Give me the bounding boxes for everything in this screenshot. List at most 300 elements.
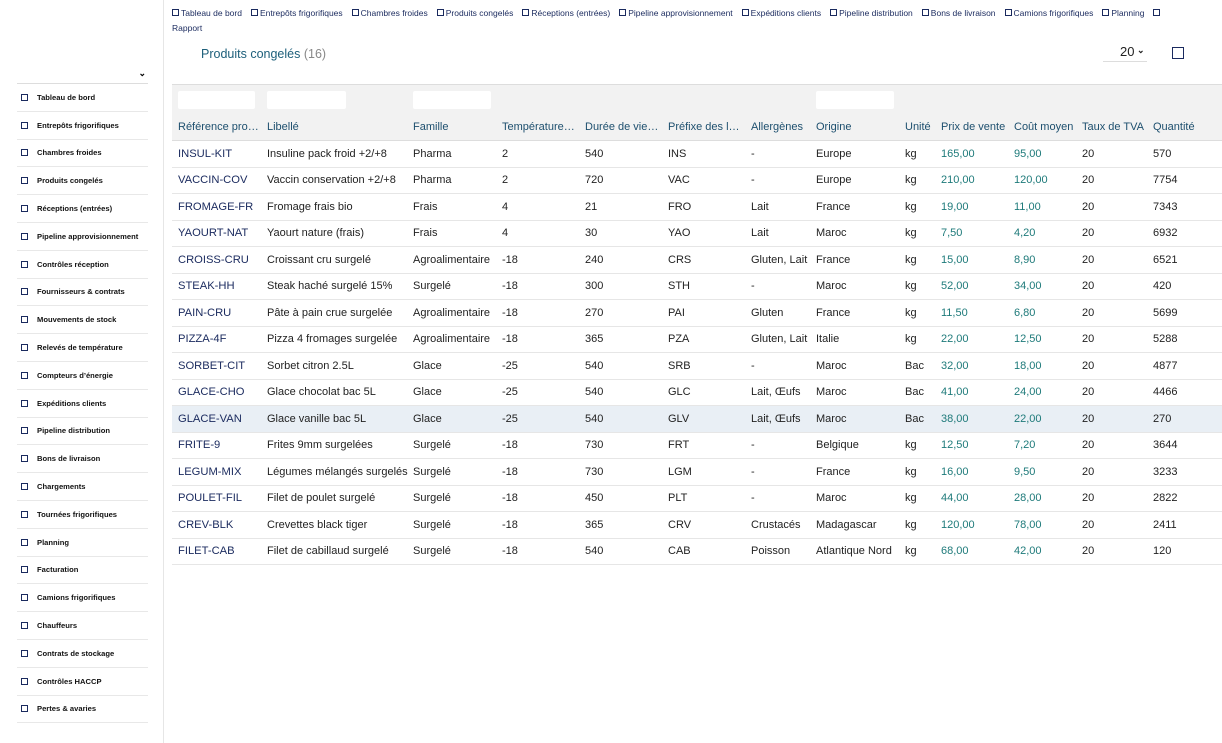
- reference-link[interactable]: PAIN-CRU: [172, 300, 261, 327]
- table-cell: GLV: [662, 406, 745, 433]
- sidebar-item-18[interactable]: [17, 584, 148, 612]
- table-cell: VAC: [662, 167, 745, 194]
- table-cell: kg: [899, 485, 935, 512]
- table-cell: 730: [579, 432, 662, 459]
- table-cell: Lait: [745, 194, 810, 221]
- table-cell: PAI: [662, 300, 745, 327]
- table-cell: France: [810, 300, 899, 327]
- topnav-item-12[interactable]: [172, 21, 202, 36]
- table-cell: Surgelé: [407, 512, 496, 539]
- table-cell: 19,00: [935, 194, 1008, 221]
- table-cell: 120,00: [1008, 167, 1076, 194]
- page-title: [201, 47, 326, 61]
- topnav-item-7[interactable]: [830, 6, 913, 21]
- table-cell: 7343: [1147, 194, 1222, 221]
- column-header[interactable]: Référence pro…: [172, 114, 261, 141]
- table-cell: kg: [899, 538, 935, 565]
- table-cell: 9,50: [1008, 459, 1076, 486]
- sidebar-item-label: Facturation: [37, 565, 79, 575]
- sidebar-item-label: Pertes & avaries: [37, 704, 97, 714]
- table-cell: Yaourt nature (frais): [261, 220, 407, 247]
- table-cell: -18: [496, 538, 579, 565]
- sidebar-item-label: Expéditions clients: [37, 398, 107, 408]
- table-cell: kg: [899, 220, 935, 247]
- table-cell: Gluten: [745, 300, 810, 327]
- reference-link[interactable]: SORBET-CIT: [172, 353, 261, 380]
- table-cell: -18: [496, 512, 579, 539]
- table-cell: 540: [579, 141, 662, 168]
- sidebar-item-2[interactable]: [17, 140, 148, 168]
- sidebar-item-label: Compteurs d’énergie: [37, 370, 113, 380]
- sidebar-item-label: Chambres froides: [37, 148, 102, 158]
- table-cell: 20: [1076, 220, 1147, 247]
- sidebar-item-3[interactable]: [17, 167, 148, 195]
- reference-link[interactable]: LEGUM-MIX: [172, 459, 261, 486]
- topnav-item-label: Planning: [1111, 8, 1145, 18]
- table-cell: 365: [579, 512, 662, 539]
- filter-cell: [407, 85, 496, 115]
- sidebar-item-label: Camions frigorifiques: [37, 593, 116, 603]
- sidebar-item-label: Fournisseurs & contrats: [37, 287, 125, 297]
- column-filter-input[interactable]: [816, 91, 894, 109]
- topnav-item-5[interactable]: [619, 6, 732, 21]
- table-cell: 4: [496, 194, 579, 221]
- table-cell: CAB: [662, 538, 745, 565]
- table-cell: PZA: [662, 326, 745, 353]
- sidebar-item-label: Contrats de stockage: [37, 648, 115, 658]
- sidebar-item-label: Tableau de bord: [37, 92, 96, 102]
- topnav-item-label: Produits congelés: [445, 8, 514, 18]
- filter-cell: [261, 85, 407, 115]
- table-row[interactable]: [172, 512, 1222, 539]
- sidebar-item-label: Contrôles HACCP: [37, 676, 102, 686]
- table-cell: Fromage frais bio: [261, 194, 407, 221]
- table-cell: Crevettes black tiger: [261, 512, 407, 539]
- table-cell: Frites 9mm surgelées: [261, 432, 407, 459]
- table-cell: Légumes mélangés surgelés: [261, 459, 407, 486]
- table-row[interactable]: [172, 432, 1222, 459]
- sidebar-item-label: Produits congelés: [37, 176, 103, 186]
- table-cell: 18,00: [1008, 353, 1076, 380]
- table-cell: 20: [1076, 326, 1147, 353]
- sidebar-item-5[interactable]: [17, 223, 148, 251]
- table-cell: Surgelé: [407, 459, 496, 486]
- table-cell: 7,50: [935, 220, 1008, 247]
- table-cell: 570: [1147, 141, 1222, 168]
- column-header[interactable]: Quantité: [1147, 114, 1222, 141]
- table-cell: 20: [1076, 273, 1147, 300]
- table-cell: 20: [1076, 379, 1147, 406]
- reference-link[interactable]: VACCIN-COV: [172, 167, 261, 194]
- table-cell: 95,00: [1008, 141, 1076, 168]
- column-header[interactable]: Libellé: [261, 114, 407, 141]
- sidebar-item-20[interactable]: [17, 640, 148, 668]
- table-row[interactable]: [172, 247, 1222, 274]
- table-cell: Insuline pack froid +2/+8: [261, 141, 407, 168]
- checkbox-icon: [922, 9, 929, 16]
- topnav-item-1[interactable]: [251, 6, 343, 21]
- sidebar-item-16[interactable]: [17, 529, 148, 557]
- topnav-item-0[interactable]: [172, 6, 242, 21]
- table-cell: Maroc: [810, 353, 899, 380]
- sidebar: [17, 66, 148, 743]
- table-cell: Sorbet citron 2.5L: [261, 353, 407, 380]
- checkbox-icon: [21, 372, 28, 379]
- table-cell: Europe: [810, 141, 899, 168]
- table-cell: 2411: [1147, 512, 1222, 539]
- table-cell: 12,50: [935, 432, 1008, 459]
- column-header[interactable]: Origine: [810, 114, 899, 141]
- table-cell: 6932: [1147, 220, 1222, 247]
- checkbox-icon: [352, 9, 359, 16]
- table-cell: Poisson: [745, 538, 810, 565]
- topnav-item-4[interactable]: [522, 6, 610, 21]
- table-row[interactable]: [172, 538, 1222, 565]
- table-cell: Atlantique Nord: [810, 538, 899, 565]
- table-cell: CRS: [662, 247, 745, 274]
- filter-cell: [1076, 85, 1147, 115]
- table-cell: Agroalimentaire: [407, 247, 496, 274]
- column-header[interactable]: Famille: [407, 114, 496, 141]
- filter-cell: [662, 85, 745, 115]
- table-cell: Maroc: [810, 220, 899, 247]
- filter-cell: [1147, 85, 1222, 115]
- topnav-item-label: Pipeline distribution: [839, 8, 913, 18]
- table-cell: Pâte à pain crue surgelée: [261, 300, 407, 327]
- sidebar-item-11[interactable]: [17, 390, 148, 418]
- sidebar-item-15[interactable]: [17, 501, 148, 529]
- table-cell: 44,00: [935, 485, 1008, 512]
- table-cell: kg: [899, 167, 935, 194]
- table-cell: Vaccin conservation +2/+8: [261, 167, 407, 194]
- table-cell: 4,20: [1008, 220, 1076, 247]
- table-cell: SRB: [662, 353, 745, 380]
- sidebar-item-14[interactable]: [17, 473, 148, 501]
- table-row[interactable]: [172, 194, 1222, 221]
- table-row[interactable]: [172, 273, 1222, 300]
- chevron-down-icon: ⌄: [138, 68, 146, 78]
- topnav-item-label: Rapport: [172, 23, 203, 33]
- checkbox-icon: [21, 233, 28, 240]
- table-cell: 540: [579, 406, 662, 433]
- column-header[interactable]: Unité: [899, 114, 935, 141]
- table-row[interactable]: [172, 353, 1222, 380]
- page-title-text: Produits congelés: [201, 47, 301, 61]
- checkbox-icon: [21, 94, 28, 101]
- sidebar-item-9[interactable]: [17, 334, 148, 362]
- column-filter-input[interactable]: [267, 91, 346, 109]
- table-cell: Frais: [407, 194, 496, 221]
- sidebar-item-17[interactable]: [17, 557, 148, 585]
- table-row[interactable]: [172, 220, 1222, 247]
- table-cell: 365: [579, 326, 662, 353]
- table-cell: Pharma: [407, 141, 496, 168]
- table-cell: -: [745, 141, 810, 168]
- topnav-item-2[interactable]: [352, 6, 428, 21]
- table-cell: -: [745, 273, 810, 300]
- sidebar-item-label: Chauffeurs: [37, 621, 78, 631]
- table-row[interactable]: [172, 326, 1222, 353]
- table-cell: 11,00: [1008, 194, 1076, 221]
- table-cell: Maroc: [810, 406, 899, 433]
- sidebar-selector[interactable]: [17, 66, 148, 84]
- sidebar-item-label: Chargements: [37, 482, 86, 492]
- table-cell: Madagascar: [810, 512, 899, 539]
- reference-link[interactable]: PIZZA-4F: [172, 326, 261, 353]
- table-cell: 540: [579, 353, 662, 380]
- table-cell: Agroalimentaire: [407, 300, 496, 327]
- topnav-item-label: Pipeline approvisionnement: [628, 8, 733, 18]
- sidebar-item-1[interactable]: [17, 112, 148, 140]
- table-row[interactable]: [172, 459, 1222, 486]
- checkbox-icon: [619, 9, 626, 16]
- column-header[interactable]: Allergènes: [745, 114, 810, 141]
- checkbox-icon: [522, 9, 529, 16]
- products-table: [172, 84, 1222, 565]
- column-header[interactable]: Température…: [496, 114, 579, 141]
- reference-link[interactable]: YAOURT-NAT: [172, 220, 261, 247]
- checkbox-icon: [21, 705, 28, 712]
- checkbox-icon: [21, 122, 28, 129]
- checkbox-icon: [21, 149, 28, 156]
- reference-link[interactable]: FRITE-9: [172, 432, 261, 459]
- table-cell: Pizza 4 fromages surgelée: [261, 326, 407, 353]
- table-cell: Lait, Œufs: [745, 406, 810, 433]
- table-cell: -18: [496, 247, 579, 274]
- table-cell: -18: [496, 326, 579, 353]
- sidebar-item-label: Entrepôts frigorifiques: [37, 120, 119, 130]
- topnav-item-label: Bons de livraison: [930, 8, 996, 18]
- table-cell: -25: [496, 406, 579, 433]
- sidebar-item-label: Bons de livraison: [37, 454, 101, 464]
- table-cell: FRT: [662, 432, 745, 459]
- table-cell: 22,00: [1008, 406, 1076, 433]
- sidebar-item-6[interactable]: [17, 251, 148, 279]
- reference-link[interactable]: INSUL-KIT: [172, 141, 261, 168]
- table-cell: FRO: [662, 194, 745, 221]
- table-cell: 12,50: [1008, 326, 1076, 353]
- table-row[interactable]: [172, 167, 1222, 194]
- topnav-item-3[interactable]: [437, 6, 514, 21]
- table-cell: Maroc: [810, 485, 899, 512]
- table-cell: 7754: [1147, 167, 1222, 194]
- table-cell: 450: [579, 485, 662, 512]
- table-cell: 15,00: [935, 247, 1008, 274]
- checkbox-icon: [172, 9, 179, 16]
- reference-link[interactable]: POULET-FIL: [172, 485, 261, 512]
- table-cell: 6,80: [1008, 300, 1076, 327]
- table-cell: 68,00: [935, 538, 1008, 565]
- table-cell: 34,00: [1008, 273, 1076, 300]
- table-cell: Agroalimentaire: [407, 326, 496, 353]
- checkbox-icon: [21, 400, 28, 407]
- table-cell: kg: [899, 459, 935, 486]
- table-cell: 720: [579, 167, 662, 194]
- checkbox-icon: [437, 9, 444, 16]
- table-cell: Steak haché surgelé 15%: [261, 273, 407, 300]
- table-cell: YAO: [662, 220, 745, 247]
- table-cell: 78,00: [1008, 512, 1076, 539]
- topnav-item-6[interactable]: [742, 6, 821, 21]
- table-cell: 2822: [1147, 485, 1222, 512]
- table-cell: 20: [1076, 406, 1147, 433]
- sidebar-item-0[interactable]: [17, 84, 148, 112]
- checkbox-icon: [21, 511, 28, 518]
- table-cell: -: [745, 459, 810, 486]
- table-cell: kg: [899, 300, 935, 327]
- reference-link[interactable]: CROISS-CRU: [172, 247, 261, 274]
- top-navigation: [172, 6, 1192, 36]
- sidebar-item-label: Pipeline approvisionnement: [37, 231, 139, 241]
- table-cell: 20: [1076, 194, 1147, 221]
- table-row[interactable]: [172, 141, 1222, 168]
- table-cell: 52,00: [935, 273, 1008, 300]
- table-cell: France: [810, 194, 899, 221]
- table-cell: -18: [496, 485, 579, 512]
- table-cell: kg: [899, 432, 935, 459]
- table-cell: 20: [1076, 141, 1147, 168]
- table-cell: kg: [899, 326, 935, 353]
- column-header[interactable]: Taux de TVA: [1076, 114, 1147, 141]
- table-cell: 16,00: [935, 459, 1008, 486]
- page-size-select[interactable]: [1103, 43, 1147, 62]
- column-header[interactable]: Durée de vie…: [579, 114, 662, 141]
- table-cell: 24,00: [1008, 379, 1076, 406]
- reference-link[interactable]: GLACE-CHO: [172, 379, 261, 406]
- select-all-checkbox[interactable]: [1172, 47, 1184, 59]
- table-cell: INS: [662, 141, 745, 168]
- table-cell: Surgelé: [407, 538, 496, 565]
- table-row[interactable]: [172, 406, 1222, 433]
- table-cell: Surgelé: [407, 432, 496, 459]
- checkbox-icon: [21, 622, 28, 629]
- table-row[interactable]: [172, 379, 1222, 406]
- sidebar-item-label: Mouvements de stock: [37, 315, 117, 325]
- table-cell: Frais: [407, 220, 496, 247]
- topnav-item-label: Expéditions clients: [750, 8, 822, 18]
- sidebar-item-21[interactable]: [17, 668, 148, 696]
- reference-link[interactable]: STEAK-HH: [172, 273, 261, 300]
- table-cell: 3644: [1147, 432, 1222, 459]
- sidebar-item-4[interactable]: [17, 195, 148, 223]
- checkbox-icon: [21, 539, 28, 546]
- sidebar-item-label: Pipeline distribution: [37, 426, 110, 436]
- table-cell: STH: [662, 273, 745, 300]
- table-cell: 7,20: [1008, 432, 1076, 459]
- column-filter-input[interactable]: [413, 91, 491, 109]
- topnav-item-label: Chambres froides: [360, 8, 428, 18]
- table-cell: -25: [496, 379, 579, 406]
- table-cell: 540: [579, 379, 662, 406]
- reference-link[interactable]: CREV-BLK: [172, 512, 261, 539]
- table-cell: Glace: [407, 379, 496, 406]
- table-cell: kg: [899, 512, 935, 539]
- table-cell: Europe: [810, 167, 899, 194]
- table-cell: 42,00: [1008, 538, 1076, 565]
- sidebar-item-label: Relevés de température: [37, 343, 123, 353]
- topnav-item-10[interactable]: [1102, 6, 1144, 21]
- table-cell: 300: [579, 273, 662, 300]
- table-cell: Surgelé: [407, 485, 496, 512]
- topnav-item-8[interactable]: [922, 6, 996, 21]
- filter-cell: [935, 85, 1008, 115]
- checkbox-icon: [21, 427, 28, 434]
- table-cell: 6521: [1147, 247, 1222, 274]
- sidebar-item-13[interactable]: [17, 445, 148, 473]
- table-cell: Croissant cru surgelé: [261, 247, 407, 274]
- checkbox-icon: [830, 9, 837, 16]
- checkbox-icon: [21, 678, 28, 685]
- topnav-item-label: Entrepôts frigorifiques: [259, 8, 343, 18]
- checkbox-icon: [21, 483, 28, 490]
- topnav-item-11[interactable]: [1153, 6, 1162, 21]
- sidebar-item-10[interactable]: [17, 362, 148, 390]
- table-cell: Lait: [745, 220, 810, 247]
- checkbox-icon: [1153, 9, 1160, 16]
- sidebar-item-label: Réceptions (entrées): [37, 204, 113, 214]
- table-cell: 4466: [1147, 379, 1222, 406]
- reference-link[interactable]: FROMAGE-FR: [172, 194, 261, 221]
- table-cell: Bac: [899, 379, 935, 406]
- table-cell: 28,00: [1008, 485, 1076, 512]
- table-cell: 20: [1076, 538, 1147, 565]
- table-cell: 2: [496, 141, 579, 168]
- checkbox-icon: [21, 288, 28, 295]
- table-cell: 120: [1147, 538, 1222, 565]
- table-cell: 41,00: [935, 379, 1008, 406]
- checkbox-icon: [21, 344, 28, 351]
- checkbox-icon: [21, 650, 28, 657]
- table-row[interactable]: [172, 300, 1222, 327]
- table-cell: 120,00: [935, 512, 1008, 539]
- table-cell: Lait, Œufs: [745, 379, 810, 406]
- reference-link[interactable]: GLACE-VAN: [172, 406, 261, 433]
- table-row[interactable]: [172, 485, 1222, 512]
- table-cell: kg: [899, 194, 935, 221]
- table-cell: Bac: [899, 406, 935, 433]
- sidebar-item-8[interactable]: [17, 306, 148, 334]
- table-cell: Bac: [899, 353, 935, 380]
- filter-cell: [1008, 85, 1076, 115]
- reference-link[interactable]: FILET-CAB: [172, 538, 261, 565]
- column-header[interactable]: Coût moyen: [1008, 114, 1076, 141]
- table-cell: 730: [579, 459, 662, 486]
- sidebar-item-22[interactable]: [17, 696, 148, 724]
- table-cell: 2: [496, 167, 579, 194]
- column-header[interactable]: Préfixe des l…: [662, 114, 745, 141]
- sidebar-item-19[interactable]: [17, 612, 148, 640]
- filter-cell: [899, 85, 935, 115]
- table-cell: 11,50: [935, 300, 1008, 327]
- column-filter-input[interactable]: [178, 91, 255, 109]
- sidebar-item-7[interactable]: [17, 279, 148, 307]
- topnav-item-label: Tableau de bord: [181, 8, 242, 18]
- table-cell: Filet de poulet surgelé: [261, 485, 407, 512]
- table-cell: -18: [496, 300, 579, 327]
- column-header[interactable]: Prix de vente: [935, 114, 1008, 141]
- table-cell: Surgelé: [407, 273, 496, 300]
- sidebar-item-label: Contrôles réception: [37, 259, 109, 269]
- table-cell: -18: [496, 273, 579, 300]
- topnav-item-9[interactable]: [1005, 6, 1094, 21]
- table-cell: 20: [1076, 247, 1147, 274]
- record-count: (16): [303, 47, 327, 61]
- table-cell: Gluten, Lait: [745, 326, 810, 353]
- table-cell: kg: [899, 141, 935, 168]
- sidebar-item-12[interactable]: [17, 418, 148, 446]
- table-cell: 240: [579, 247, 662, 274]
- checkbox-icon: [21, 177, 28, 184]
